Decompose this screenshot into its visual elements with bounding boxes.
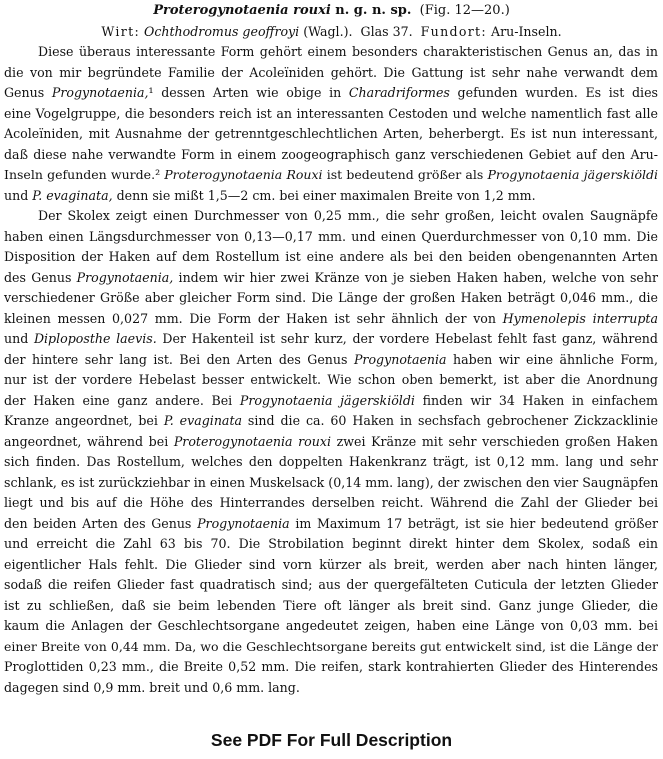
text-run: Genus	[4, 85, 52, 100]
text-line	[4, 575, 658, 596]
text-line	[4, 268, 658, 289]
text-run: sodaß die reifen Glieder fast quadratisch sind; aus der quergefälteten Cuticula der letzten Glieder	[4, 577, 658, 592]
text-run: Der Hakenteil ist sehr kurz, der vordere Hebelast fehlt fast ganz, während	[156, 331, 658, 346]
text-run: eigentlicher Hals fehlt. Die Glieder sind vorn kürzer als breit, werden aber nach hinten länger,	[4, 556, 658, 572]
text-run: verschiedener Größe aber gleicher Form sind. Die Länge der großen Haken beträgt 0,046 mm., die	[4, 290, 658, 305]
species-heading	[0, 2, 663, 19]
text-run: und	[4, 331, 34, 346]
taxon-status: n. g. n. sp.	[330, 3, 412, 18]
text-run: daß diese nahe verwandte Form in einem zoogeographisch ganz verschiedenen Gebiet auf den Aru-	[4, 146, 658, 162]
text-run: einer Breite von 0,44 mm. Da, wo die Geschlechtsorgane bereits gut entwickelt sind, ist die Länge der	[4, 638, 658, 654]
text-run: zwei Kränze mit sehr verschieden großen Haken	[331, 433, 659, 449]
text-line	[4, 42, 658, 63]
text-run: die von mir begründete Familie der Acoleïniden gehört. Die Gattung ist sehr nahe verwandt dem	[4, 64, 658, 80]
italic-term: Progynotaenia	[197, 515, 290, 531]
italic-term: Progynotaenia jägerskiöldi	[239, 392, 415, 408]
text-line	[4, 350, 658, 371]
text-run: sich finden. Das Rostellum, welches den doppelten Hakenkranz trägt, ist 0,12 mm. lang und sehr	[4, 454, 658, 469]
text-run: und	[4, 187, 33, 203]
text-run: im Maximum 17 beträgt, ist sie hier bedeutend größer	[289, 515, 658, 531]
host-label: Wirt:	[101, 24, 140, 39]
text-line	[4, 227, 658, 248]
text-run: nur ist der vordere Hebelast besser entwickelt. Wie schon oben bemerkt, ist aber die Anordnung	[4, 372, 658, 387]
pdf-description-banner: See PDF For Full Description	[210, 730, 453, 750]
text-line	[4, 370, 658, 391]
text-run: Proglottiden 0,23 mm., die Breite 0,52 mm. Die reifen, stark kontrahierten Glieder des Hinterendes	[4, 659, 658, 674]
text-run: der Haken eine ganz andere. Bei	[4, 392, 240, 408]
locality-label: Fundort:	[420, 24, 487, 39]
body-text	[4, 42, 658, 698]
text-line	[4, 63, 658, 84]
text-run: der hintere sehr lang ist. Bei den Arten des Genus	[4, 351, 354, 367]
host-locality-line	[0, 23, 663, 40]
text-run: liegt und bis auf die Höhe des Hinterrandes derselben reicht. Während die Zahl der Glieder bei	[4, 495, 658, 510]
italic-term: P. evaginata,	[32, 187, 113, 203]
text-run: ist zu schließen, daß sie beim lebenden Tiere oft länger als breit sind. Ganz junge Glieder, die	[4, 597, 658, 613]
text-run: indem wir hier zwei Kränze von je sieben Haken haben, welche von sehr	[173, 269, 658, 285]
italic-term: Diploposthe laevis.	[33, 331, 157, 346]
text-line	[4, 432, 658, 453]
figure-reference: (Fig. 12—20.)	[419, 3, 510, 18]
text-run: des Genus	[4, 269, 77, 285]
host-name: Ochthodromus geoffroyi	[144, 24, 300, 39]
text-line	[4, 657, 658, 678]
text-run: den beiden Arten des Genus	[4, 515, 198, 531]
italic-term: Progynotaenia jägerskiöldi	[487, 167, 658, 182]
italic-term: P. evaginata	[163, 413, 243, 428]
text-run: Acoleïniden, mit Ausnahme der getrenntgeschlechtlichen Arten, beherbergt. Es ist nun interessant,	[4, 126, 658, 141]
text-run: ¹ dessen Arten wie obige in	[148, 85, 349, 100]
text-line	[4, 493, 658, 514]
text-line	[4, 288, 658, 309]
text-run: dagegen sind 0,9 mm. breit und 0,6 mm. lang.	[4, 679, 300, 695]
text-run: haben einen Längsdurchmesser von 0,13—0,17 mm. und einen Querdurchmesser von 0,10 mm. Die	[4, 228, 658, 244]
text-line	[4, 596, 658, 617]
text-line	[4, 329, 658, 350]
text-line	[4, 473, 658, 494]
text-run: eine Vogelgruppe, die besonders reich ist an interessanten Cestoden und welche namentlich fast alle	[4, 105, 658, 121]
italic-term: Progynotaenia	[353, 351, 447, 367]
text-run: Inseln gefunden wurde.²	[4, 167, 165, 182]
italic-term: Progynotaenia,	[51, 85, 149, 100]
text-run: Disposition der Haken auf dem Rostellum ist eine andere als bei den beiden obengenannten Arten	[4, 249, 658, 264]
text-line	[4, 206, 658, 227]
host-author: (Wagl.).	[303, 24, 353, 39]
text-line	[4, 124, 658, 145]
italic-term: Charadriformes	[348, 85, 450, 100]
text-run: Kranze angeordnet, bei	[4, 413, 164, 428]
italic-term: Proterogynotaenia rouxi	[173, 433, 332, 449]
text-run: sind die ca. 60 Haken in sechsfach gebrochener Zickzacklinie	[242, 413, 658, 428]
italic-term: Proterogynotaenia Rouxi	[164, 167, 323, 182]
text-run: haben wir eine ähnliche Form,	[446, 351, 658, 367]
text-line	[4, 616, 658, 637]
text-run: denn sie mißt 1,5—2 cm. bei einer maximalen Breite von 1,2 mm.	[112, 187, 536, 203]
locality-value: Aru-Inseln.	[490, 24, 562, 39]
text-line	[4, 83, 658, 104]
text-run: finden wir 34 Haken in einfachem	[414, 392, 658, 408]
text-line	[4, 391, 658, 412]
glass-number: Glas 37.	[360, 24, 413, 39]
text-run: schlank, es ist zurückziehbar in einen Muskelsack (0,14 mm. lang), der zwischen den vier Saugnäpfen	[4, 474, 659, 490]
text-line	[4, 104, 658, 125]
text-line	[4, 309, 658, 330]
text-run: Diese überaus interessante Form gehört einem besonders charakteristischen Genus an, das in	[38, 44, 658, 59]
text-line	[4, 452, 658, 473]
text-line	[4, 637, 658, 658]
text-line	[4, 186, 658, 207]
text-run: ist bedeutend größer als	[322, 167, 488, 182]
text-line	[4, 534, 658, 555]
text-run: kleinen messen 0,027 mm. Die Form der Haken ist sehr ähnlich der von	[4, 310, 503, 326]
text-run: angeordnet, während bei	[4, 433, 174, 449]
text-run: kaum die Anlagen der Geschlechtsorgane angedeutet zeigen, haben eine Länge von 0,03 mm. bei	[4, 618, 658, 633]
italic-term: Progynotaenia,	[76, 269, 174, 285]
text-line	[4, 514, 658, 535]
text-line	[4, 145, 658, 166]
text-line	[4, 165, 658, 186]
species-name: Proterogynotaenia rouxi	[153, 3, 331, 18]
text-line	[4, 247, 658, 268]
text-run: und erreicht die Zahl 63 bis 70. Die Strobilation beginnt direkt hinter dem Skolex, sodaß ein	[4, 536, 658, 551]
text-line	[4, 678, 658, 699]
text-line	[4, 555, 658, 576]
text-run: Der Skolex zeigt einen Durchmesser von 0,25 mm., die sehr großen, leicht ovalen Saugnäpfe	[38, 208, 658, 223]
text-line	[4, 411, 658, 432]
italic-term: Hymenolepis interrupta	[502, 310, 658, 326]
text-run: gefunden wurden. Es ist dies	[449, 85, 658, 100]
